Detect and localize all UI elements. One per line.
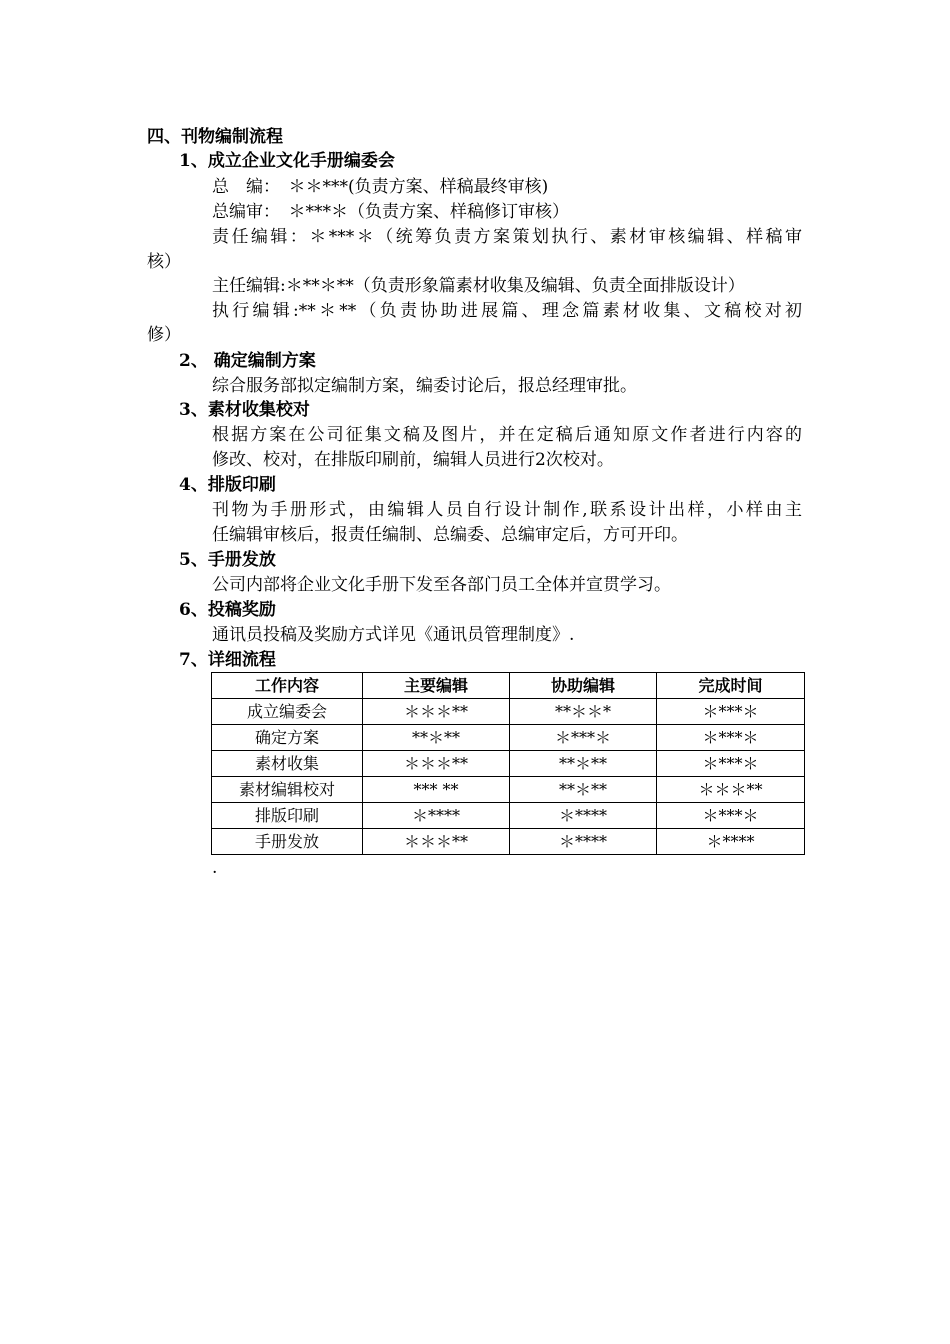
cell-main-editor: ＊**** xyxy=(363,803,510,829)
cell-task: 成立编委会 xyxy=(212,699,363,725)
header-completion-time: 完成时间 xyxy=(657,673,805,699)
table-row xyxy=(212,829,805,855)
step-1-title: 1、成立企业文化手册编委会 xyxy=(179,151,395,171)
step-2-title: 2、 确定编制方案 xyxy=(179,351,316,371)
chief-reviewer-line: 总编审： ＊***＊（负责方案、样稿修订审核） xyxy=(212,202,569,222)
trailing-period: . xyxy=(212,858,218,878)
table-row xyxy=(212,777,805,803)
step-5-title: 5、手册发放 xyxy=(179,550,276,570)
cell-main-editor: *** ** xyxy=(363,777,510,803)
cell-completion-time: ＊***＊ xyxy=(657,699,805,725)
cell-assistant-editor: **＊** xyxy=(510,777,657,803)
cell-assistant-editor: **＊** xyxy=(510,751,657,777)
cell-task: 排版印刷 xyxy=(212,803,363,829)
step-4-title: 4、排版印刷 xyxy=(179,475,276,495)
header-main-editor: 主要编辑 xyxy=(363,673,510,699)
cell-assistant-editor: ＊***＊ xyxy=(510,725,657,751)
cell-completion-time: ＊**** xyxy=(657,829,805,855)
responsible-editor-line-cont: 核） xyxy=(147,252,181,272)
editor-in-chief-line: 总 编： ＊＊***(负责方案、样稿最终审核) xyxy=(212,177,549,197)
cell-completion-time: ＊***＊ xyxy=(657,725,805,751)
step-4-text-line-2: 任编辑审核后，报责任编制、总编委、总编审定后，方可开印。 xyxy=(212,525,688,545)
section-title: 四、刊物编制流程 xyxy=(147,127,283,147)
step-6-title: 6、投稿奖励 xyxy=(179,600,276,620)
cell-completion-time: ＊***＊ xyxy=(657,803,805,829)
cell-completion-time: ＊＊＊** xyxy=(657,777,805,803)
executive-editor-line: 执行编辑:**＊**（负责协助进展篇、理念篇素材收集、文稿校对初 xyxy=(212,301,802,321)
header-assistant-editor: 协助编辑 xyxy=(510,673,657,699)
step-3-text-line-1: 根据方案在公司征集文稿及图片，并在定稿后通知原文作者进行内容的 xyxy=(212,425,802,445)
cell-task: 素材编辑校对 xyxy=(212,777,363,803)
cell-assistant-editor: ＊**** xyxy=(510,803,657,829)
cell-assistant-editor: ＊**** xyxy=(510,829,657,855)
table-header-row xyxy=(212,673,805,699)
table-row xyxy=(212,699,805,725)
cell-assistant-editor: **＊＊* xyxy=(510,699,657,725)
step-3-title: 3、素材收集校对 xyxy=(179,400,310,420)
table-row xyxy=(212,803,805,829)
step-4-text-line-1: 刊物为手册形式，由编辑人员自行设计制作,联系设计出样，小样由主 xyxy=(212,500,802,520)
table-row xyxy=(212,725,805,751)
cell-main-editor: ＊＊＊** xyxy=(363,829,510,855)
cell-task: 手册发放 xyxy=(212,829,363,855)
cell-task: 确定方案 xyxy=(212,725,363,751)
managing-editor-line: 主任编辑:＊**＊**（负责形象篇素材收集及编辑、负责全面排版设计） xyxy=(212,276,745,296)
cell-main-editor: ＊＊＊** xyxy=(363,699,510,725)
step-6-text: 通讯员投稿及奖励方式详见《通讯员管理制度》. xyxy=(212,625,575,645)
table-row xyxy=(212,751,805,777)
cell-task: 素材收集 xyxy=(212,751,363,777)
workflow-table xyxy=(211,672,805,855)
step-5-text: 公司内部将企业文化手册下发至各部门员工全体并宣贯学习。 xyxy=(212,575,671,595)
header-work-content: 工作内容 xyxy=(212,673,363,699)
executive-editor-line-cont: 修） xyxy=(147,325,181,345)
cell-completion-time: ＊***＊ xyxy=(657,751,805,777)
cell-main-editor: **＊** xyxy=(363,725,510,751)
responsible-editor-line: 责任编辑：＊***＊（统筹负责方案策划执行、素材审核编辑、样稿审 xyxy=(212,227,802,247)
step-2-text: 综合服务部拟定编制方案，编委讨论后，报总经理审批。 xyxy=(212,376,637,396)
step-3-text-line-2: 修改、校对，在排版印刷前，编辑人员进行2次校对。 xyxy=(212,450,614,470)
step-7-title: 7、详细流程 xyxy=(179,650,276,670)
cell-main-editor: ＊＊＊** xyxy=(363,751,510,777)
